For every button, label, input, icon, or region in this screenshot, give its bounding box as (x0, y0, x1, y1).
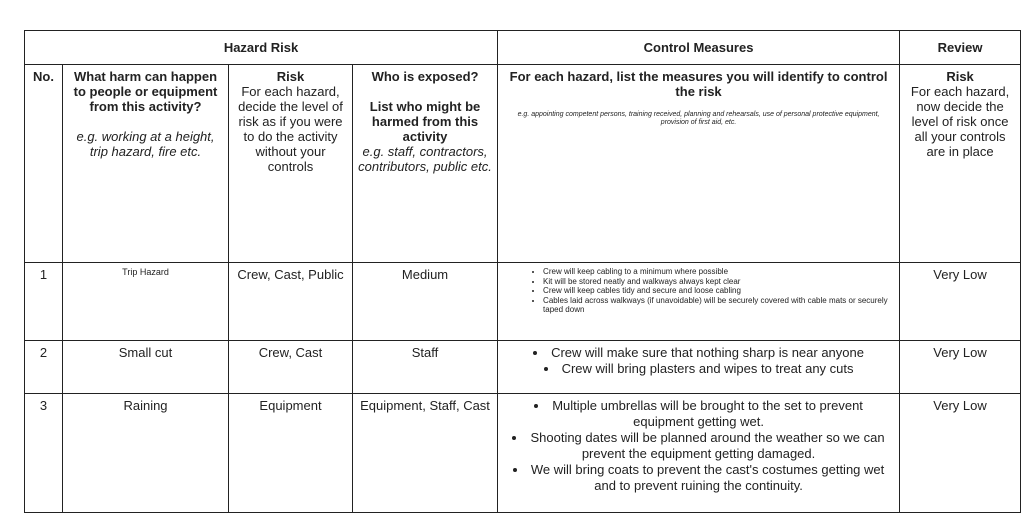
list-item: • Crew will make sure that nothing sharp is near anyone (503, 345, 894, 361)
risk-title: Risk (276, 69, 305, 84)
measures-cell (498, 394, 900, 513)
list-item: • Crew will bring plasters and wipes to treat any cuts (503, 361, 894, 377)
list-item: • Crew will keep cabling to a minimum where possible (543, 267, 894, 277)
exposed-cell: Staff (353, 341, 498, 394)
row-number: 1 (25, 263, 63, 341)
risk-desc: For each hazard, decide the level of risk as if you were to do the activity without your controls (238, 84, 343, 174)
risk-column-header (229, 65, 353, 263)
risk-cell: Crew, Cast (229, 341, 353, 394)
control-measures-header: Control Measures (498, 31, 900, 65)
review-cell: Very Low (900, 263, 1021, 341)
harm-cell: Small cut (63, 341, 229, 394)
risk-cell: Crew, Cast, Public (229, 263, 353, 341)
exposed-example: e.g. staff, contractors, contributors, public etc. (358, 144, 492, 174)
list-item: • Crew will keep cables tidy and secure and loose cabling (543, 286, 894, 296)
risk-cell: Equipment (229, 394, 353, 513)
table-row (25, 263, 1021, 341)
no-column-header: No. (25, 65, 63, 263)
table-row (25, 394, 1021, 513)
list-item: • Shooting dates will be planned around the weather so we can prevent the equipment getting damaged. (503, 430, 894, 462)
harm-example: e.g. working at a height, trip hazard, fire etc. (76, 129, 215, 159)
review-header: Review (900, 31, 1021, 65)
hazard-risk-header: Hazard Risk (25, 31, 498, 65)
review-cell: Very Low (900, 341, 1021, 394)
harm-column-header (63, 65, 229, 263)
review-title: Risk (946, 69, 974, 84)
measures-title: For each hazard, list the measures you will identify to control the risk (509, 69, 888, 99)
harm-title: What harm can happen to people or equipment from this activity? (73, 69, 218, 114)
measures-list (503, 345, 894, 377)
measures-column-header (498, 65, 900, 263)
harm-cell: Raining (63, 394, 229, 513)
measures-list (503, 267, 894, 315)
list-item: • We will bring coats to prevent the cast's costumes getting wet and to prevent ruining the continuity. (503, 462, 894, 494)
review-desc: For each hazard, now decide the level of risk once all your controls are in place (910, 84, 1010, 159)
exposed-cell: Equipment, Staff, Cast (353, 394, 498, 513)
exposed-sub: List who might be harmed from this activity (369, 99, 481, 144)
measures-list (503, 398, 894, 494)
harm-cell: Trip Hazard (63, 263, 229, 341)
measures-cell (498, 263, 900, 341)
row-number: 2 (25, 341, 63, 394)
table-row (25, 341, 1021, 394)
risk-assessment-table (24, 30, 1021, 513)
list-item: • Kit will be stored neatly and walkways always kept clear (543, 277, 894, 287)
exposed-column-header (353, 65, 498, 263)
section-header-row (25, 31, 1021, 65)
exposed-title: Who is exposed? (371, 69, 479, 84)
list-item: • Cables laid across walkways (if unavoidable) will be securely covered with cable mats or securely taped down (543, 296, 894, 315)
exposed-cell: Medium (353, 263, 498, 341)
measures-example: e.g. appointing competent persons, training received, planning and rehearsals, use of personal protective equipment, provision of first aid, etc. (517, 111, 880, 126)
list-item: • Multiple umbrellas will be brought to the set to prevent equipment getting wet. (503, 398, 894, 430)
review-column-header (900, 65, 1021, 263)
row-number: 3 (25, 394, 63, 513)
review-cell: Very Low (900, 394, 1021, 513)
measures-cell (498, 341, 900, 394)
column-header-row (25, 65, 1021, 263)
